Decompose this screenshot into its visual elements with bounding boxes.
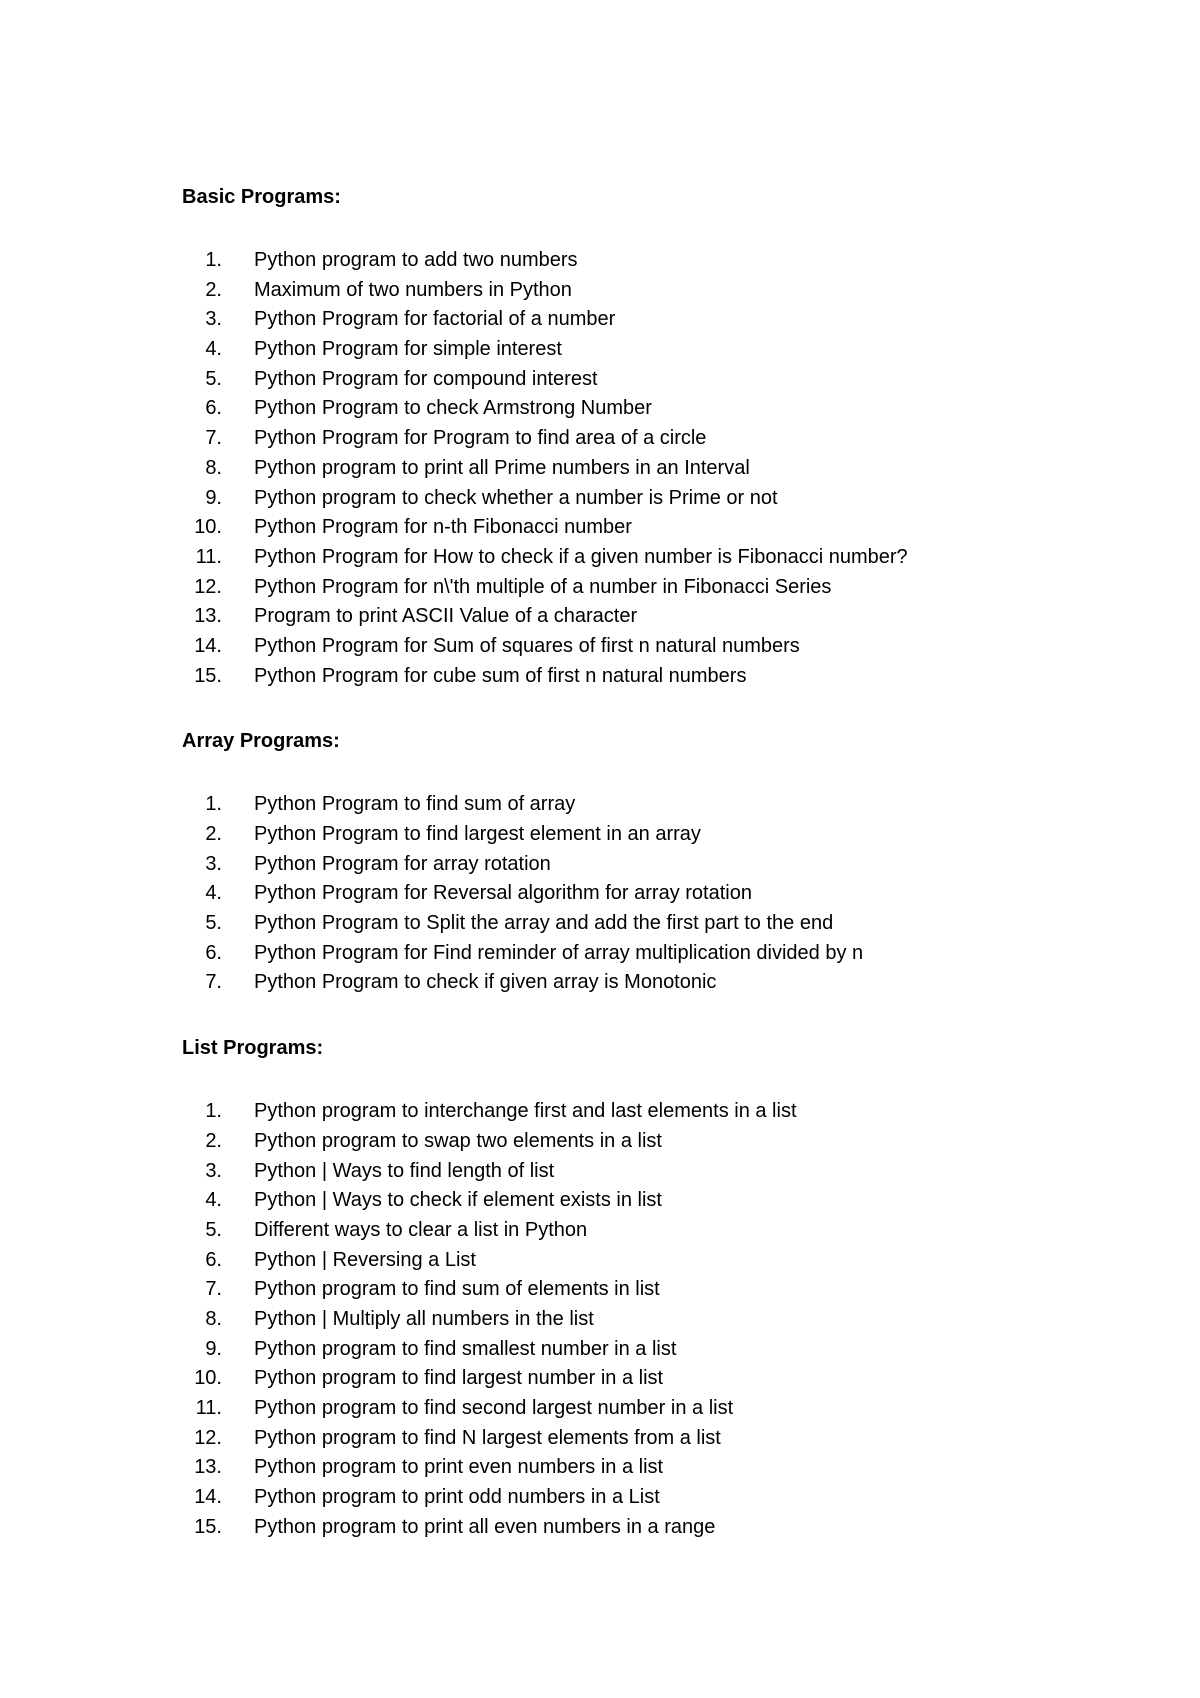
list-item (182, 1513, 1142, 1543)
list-item (182, 365, 1142, 395)
list-item-number: 10. (194, 1367, 222, 1390)
list-item-text: Python program to interchange first and last elements in a list (254, 1100, 797, 1123)
list-item-number: 12. (194, 1426, 222, 1449)
list-item-number: 4. (205, 1189, 222, 1212)
list-item-number: 10. (194, 516, 222, 539)
list-item (182, 573, 1142, 603)
list-item (182, 662, 1142, 692)
list-item-number: 15. (194, 1515, 222, 1538)
list-item (182, 1483, 1142, 1513)
list-item-text: Python | Reversing a List (254, 1248, 476, 1271)
list-item (182, 276, 1142, 306)
list-item-text: Python Program for Find reminder of array multiplication divided by n (254, 941, 864, 964)
list-item (182, 484, 1142, 514)
list-item (182, 394, 1142, 424)
list-item (182, 1275, 1142, 1305)
list-item-text: Python Program for n-th Fibonacci number (254, 516, 632, 539)
section-spacer (182, 998, 1142, 1034)
list-item-text: Python Program to find largest element in an array (254, 823, 701, 845)
list-item-text: Python program to print all even numbers in a range (254, 1515, 716, 1538)
heading-spacer (182, 211, 1142, 246)
list-item (182, 305, 1142, 335)
list-item-text: Python program to print odd numbers in a List (254, 1486, 660, 1509)
list-item-text: Python program to swap two elements in a list (254, 1129, 662, 1152)
list-item (182, 909, 1142, 939)
list-item-number: 4. (205, 338, 222, 361)
list-item (182, 850, 1142, 880)
list-item-number: 7. (205, 427, 222, 450)
list-item (182, 968, 1142, 998)
list-item (182, 1157, 1142, 1187)
list-item-text: Maximum of two numbers in Python (254, 278, 572, 301)
list-item-number: 13. (194, 605, 222, 628)
list-item-text: Different ways to clear a list in Python (254, 1218, 588, 1241)
list-item (182, 1453, 1142, 1483)
list-item-number: 9. (205, 486, 222, 509)
list-item-number: 2. (205, 823, 222, 845)
list-item-number: 8. (205, 1307, 222, 1330)
list-item-text: Program to print ASCII Value of a character (254, 605, 638, 628)
list-item (182, 1097, 1142, 1127)
list-item-number: 1. (205, 793, 222, 816)
list-item-text: Python program to find smallest number in a list (254, 1337, 677, 1360)
list-item-number: 11. (195, 545, 222, 568)
list-item-number: 5. (205, 367, 222, 390)
basic-programs-list (182, 246, 1142, 691)
list-item-number: 5. (205, 1218, 222, 1241)
list-item (182, 1186, 1142, 1216)
list-item-text: Python Program to check Armstrong Number (254, 397, 652, 420)
list-item (182, 939, 1142, 969)
list-item (182, 424, 1142, 454)
list-item (182, 1216, 1142, 1246)
list-item (182, 1394, 1142, 1424)
list-item-text: Python program to find second largest number in a list (254, 1397, 734, 1419)
list-item-number: 3. (205, 852, 222, 875)
list-item-text: Python Program for n\'th multiple of a number in Fibonacci Series (254, 575, 832, 598)
list-item (182, 543, 1142, 573)
section-spacer (182, 691, 1142, 727)
basic-programs-heading: Basic Programs: (182, 186, 341, 208)
list-item (182, 1246, 1142, 1276)
list-item-text: Python program to find N largest elements from a list (254, 1426, 721, 1449)
list-item-number: 4. (205, 882, 222, 905)
list-item-text: Python program to find largest number in a list (254, 1367, 664, 1390)
array-programs-list (182, 790, 1142, 998)
array-programs-heading: Array Programs: (182, 730, 340, 753)
list-item-number: 2. (205, 1129, 222, 1152)
list-item-number: 11. (195, 1397, 222, 1419)
list-item-number: 14. (194, 1486, 222, 1509)
list-item-text: Python Program for array rotation (254, 852, 551, 875)
list-item-number: 1. (205, 249, 222, 271)
list-item-number: 6. (205, 1248, 222, 1271)
list-item-number: 8. (205, 456, 222, 479)
list-item-number: 6. (205, 397, 222, 420)
list-item-number: 7. (205, 971, 222, 994)
list-item-number: 7. (205, 1278, 222, 1301)
list-item-number: 15. (194, 664, 222, 687)
list-item-text: Python Program for cube sum of first n natural numbers (254, 664, 747, 687)
list-item (182, 1364, 1142, 1394)
list-item-text: Python Program for Reversal algorithm for array rotation (254, 882, 752, 905)
list-item-text: Python | Ways to find length of list (254, 1159, 555, 1182)
list-item-number: 5. (205, 912, 222, 935)
list-item (182, 335, 1142, 365)
list-item-text: Python program to print all Prime numbers in an Interval (254, 456, 750, 479)
list-item (182, 1335, 1142, 1365)
list-item (182, 879, 1142, 909)
list-item-text: Python program to check whether a number is Prime or not (254, 486, 778, 509)
list-item-number: 3. (205, 308, 222, 331)
list-item-text: Python | Ways to check if element exists in list (254, 1189, 662, 1212)
list-item-text: Python program to add two numbers (254, 249, 578, 271)
list-programs-list (182, 1097, 1142, 1542)
list-item-number: 13. (194, 1456, 222, 1479)
list-item-text: Python Program for simple interest (254, 338, 562, 361)
list-item-text: Python Program for compound interest (254, 367, 598, 390)
list-item-number: 6. (205, 941, 222, 964)
list-item-number: 2. (205, 278, 222, 301)
document-content (182, 183, 1142, 1542)
list-item (182, 454, 1142, 484)
list-item-text: Python Program for Sum of squares of first n natural numbers (254, 634, 800, 657)
list-item-number: 1. (205, 1100, 222, 1123)
list-item-text: Python Program to check if given array is Monotonic (254, 971, 717, 994)
list-item-text: Python program to find sum of elements in list (254, 1278, 660, 1301)
list-item (182, 1127, 1142, 1157)
list-item-number: 9. (205, 1337, 222, 1360)
list-item (182, 1305, 1142, 1335)
heading-spacer (182, 755, 1142, 790)
list-item (182, 513, 1142, 543)
list-item-text: Python program to print even numbers in a list (254, 1456, 664, 1479)
list-item-text: Python Program for factorial of a number (254, 308, 616, 331)
list-item (182, 820, 1142, 850)
list-item-text: Python Program to find sum of array (254, 793, 576, 816)
list-item-text: Python Program to Split the array and add the first part to the end (254, 912, 834, 935)
list-item-number: 12. (194, 575, 222, 598)
list-item (182, 1424, 1142, 1454)
list-programs-heading: List Programs: (182, 1037, 324, 1060)
list-item-text: Python | Multiply all numbers in the list (254, 1307, 594, 1330)
list-item (182, 602, 1142, 632)
list-item-number: 14. (194, 634, 222, 657)
heading-spacer (182, 1062, 1142, 1097)
list-item-number: 3. (205, 1159, 222, 1182)
list-item-text: Python Program for How to check if a given number is Fibonacci number? (254, 545, 908, 568)
list-item (182, 632, 1142, 662)
list-item (182, 246, 1142, 276)
list-item-text: Python Program for Program to find area of a circle (254, 427, 707, 450)
list-item (182, 790, 1142, 820)
